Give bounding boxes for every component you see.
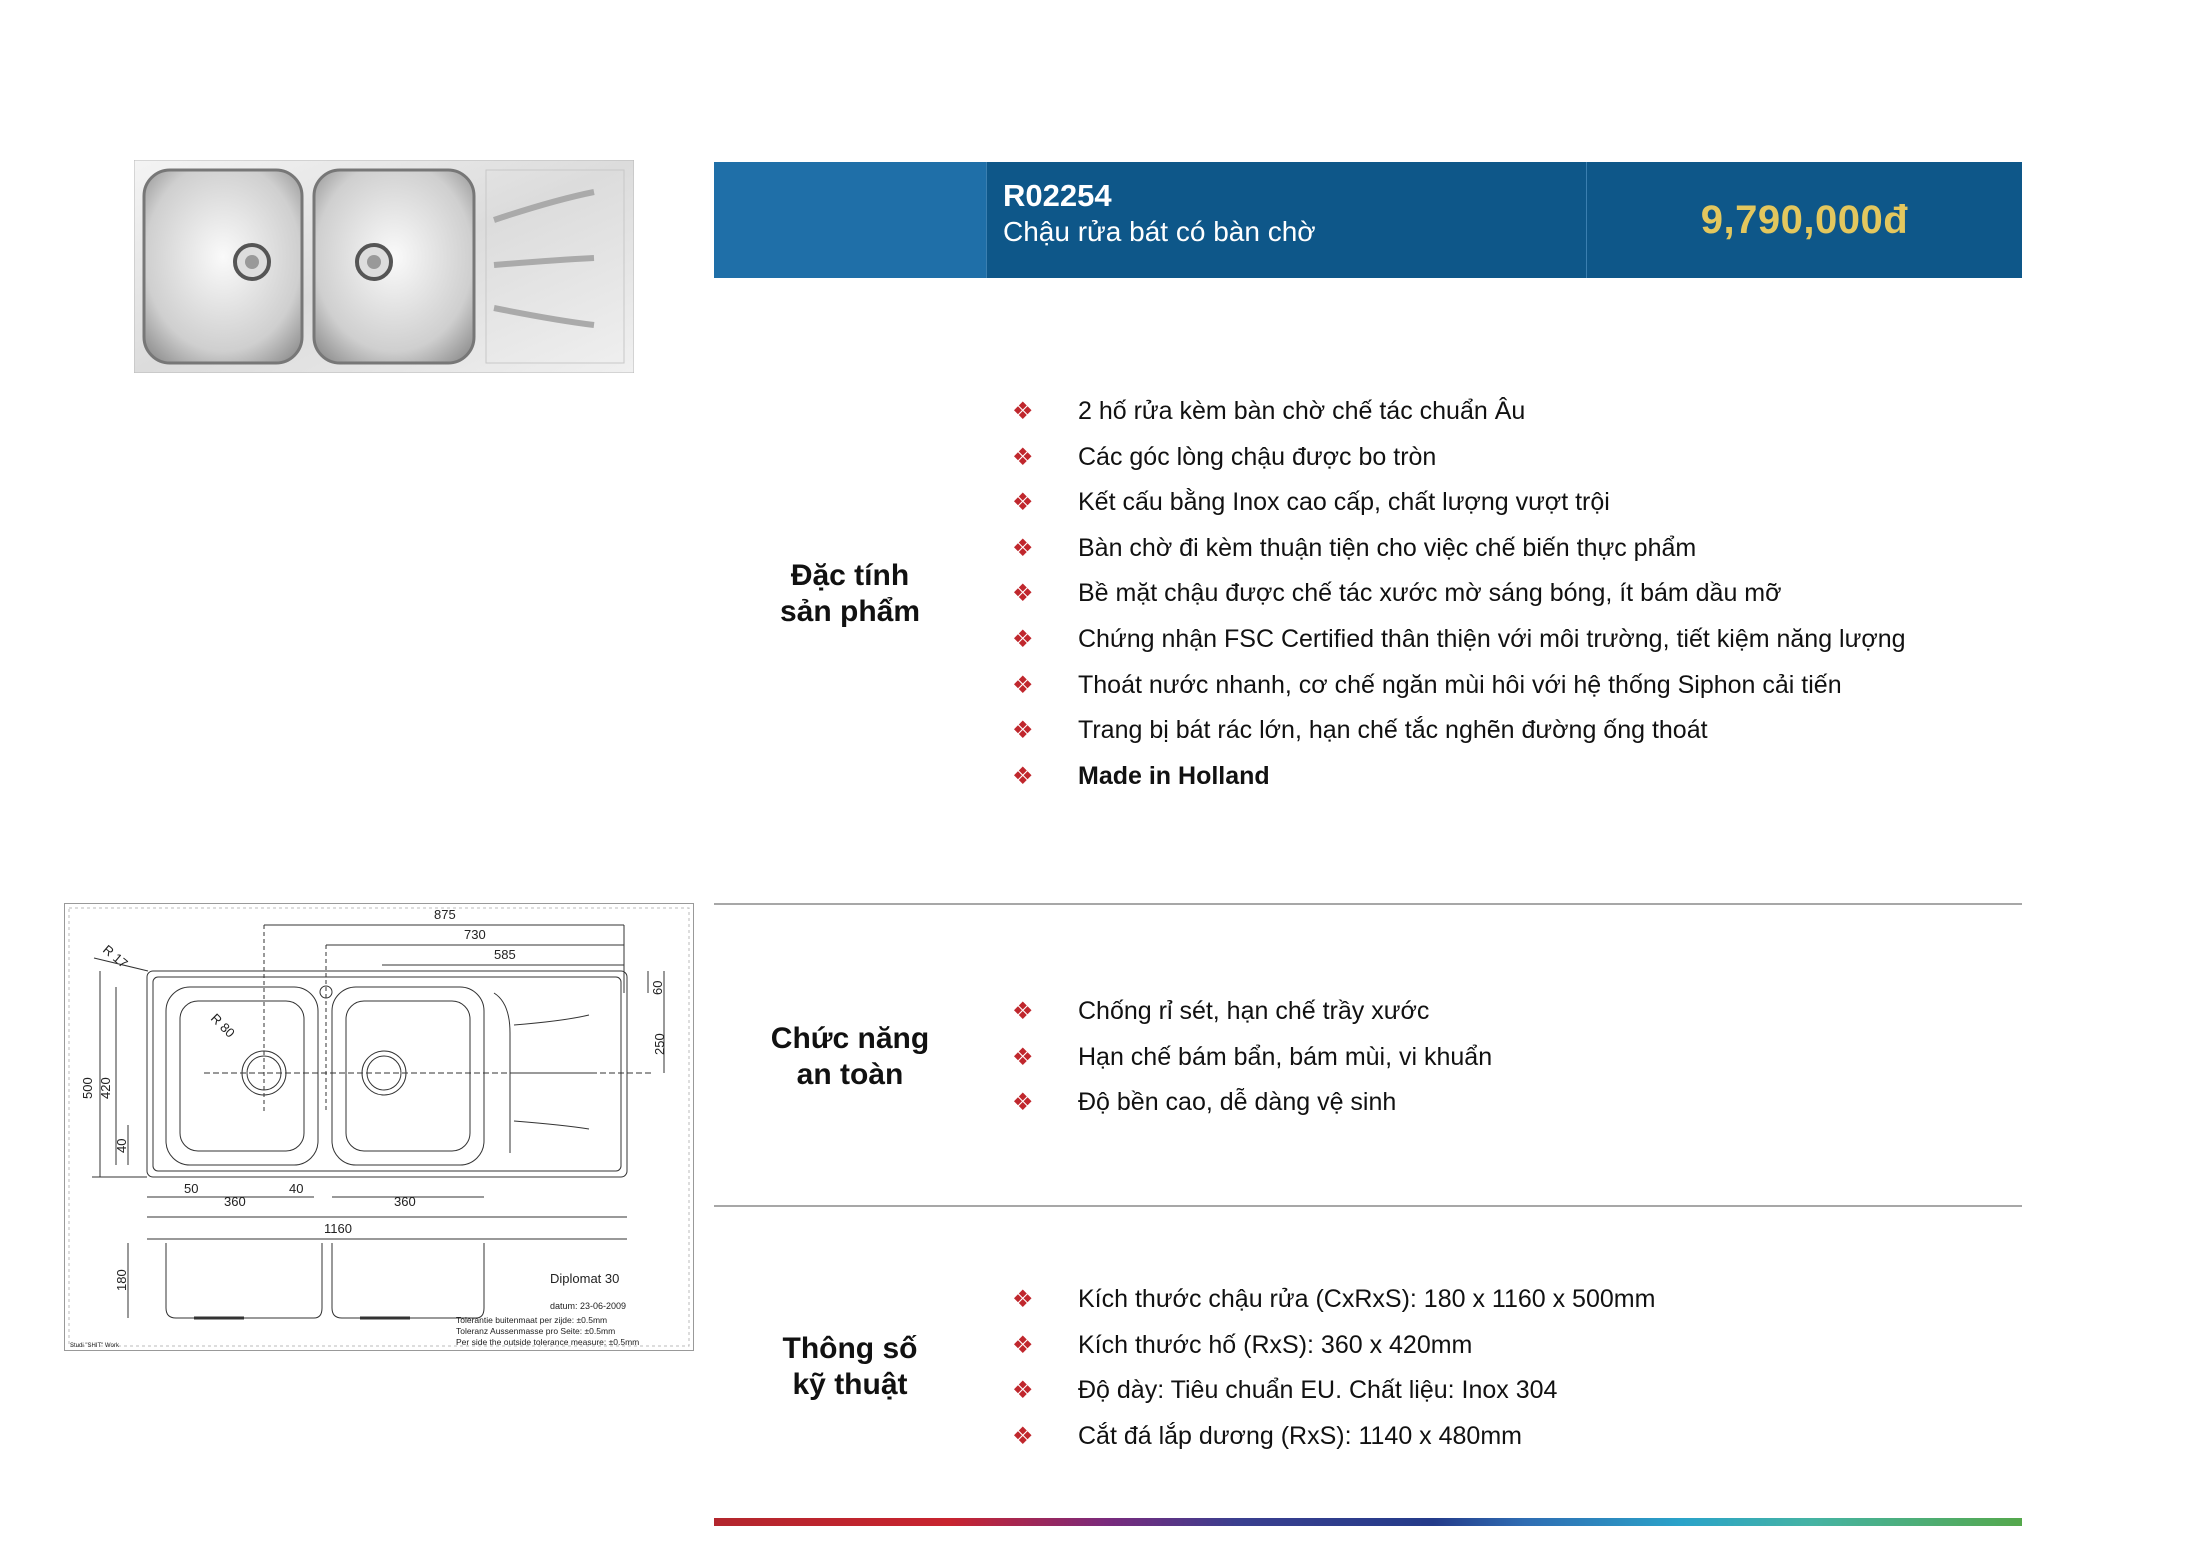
list-item: ❖ Bàn chờ đi kèm thuận tiện cho việc chế biến thực phẩm: [1012, 526, 1906, 572]
safety-list: [1012, 989, 1492, 1126]
diamond-cluster-icon: ❖: [1012, 625, 1034, 653]
diamond-cluster-icon: ❖: [1012, 443, 1034, 471]
list-item: ❖ Hạn chế bám bẩn, bám mùi, vi khuẩn: [1012, 1035, 1492, 1081]
list-item: ❖ Made in Holland: [1012, 754, 1906, 800]
list-item: ❖ Kết cấu bằng Inox cao cấp, chất lượng vượt trội: [1012, 480, 1906, 526]
dim-250: 250: [652, 1033, 667, 1055]
dim-420: 420: [98, 1077, 113, 1099]
dim-1160: 1160: [324, 1221, 352, 1236]
list-item: ❖ Cắt đá lắp dương (RxS): 1140 x 480mm: [1012, 1414, 1655, 1460]
dim-875: 875: [434, 907, 456, 922]
section-title-safety: Chức năng an toàn: [770, 1022, 930, 1091]
diamond-cluster-icon: ❖: [1012, 717, 1034, 745]
drawing-tolerance-en: Per side the outside tolerance measure: ±0.5mm: [456, 1337, 640, 1347]
header-price-cell: [1586, 162, 2022, 278]
list-item: ❖ Độ bền cao, dễ dàng vệ sinh: [1012, 1080, 1492, 1126]
drawing-date: datum: 23-06-2009: [550, 1301, 627, 1311]
product-price: 9,790,000đ: [1700, 197, 1909, 242]
product-name: Chậu rửa bát có bàn chờ: [1003, 216, 1316, 247]
header-product-info: [986, 162, 1586, 278]
footer-color-bar: [714, 1518, 2022, 1526]
diamond-cluster-icon: ❖: [1012, 998, 1034, 1025]
technical-drawing: [64, 903, 694, 1351]
dim-60: 60: [650, 980, 665, 995]
diamond-cluster-icon: ❖: [1012, 534, 1034, 562]
list-item: ❖ Trang bị bát rác lớn, hạn chế tắc nghẽn đường ống thoát: [1012, 708, 1906, 754]
dim-r17: R 17: [100, 941, 131, 971]
product-code: R02254: [1003, 178, 1112, 213]
list-item: ❖ Thoát nước nhanh, cơ chế ngăn mùi hôi với hệ thống Siphon cải tiến: [1012, 663, 1906, 709]
list-item: ❖ Kích thước chậu rửa (CxRxS): 180 x 1160 x 500mm: [1012, 1277, 1655, 1323]
section-divider: [714, 1205, 2022, 1207]
dim-730: 730: [464, 927, 486, 942]
specs-list: [1012, 1277, 1655, 1459]
list-item: ❖ Bề mặt chậu được chế tác xước mờ sáng bóng, ít bám dầu mỡ: [1012, 571, 1906, 617]
section-title-features: Đặc tính sản phẩm: [779, 559, 921, 628]
diamond-cluster-icon: ❖: [1012, 489, 1034, 517]
dim-40-vertical: 40: [114, 1138, 129, 1153]
dim-50: 50: [184, 1181, 199, 1196]
dim-40: 40: [289, 1181, 304, 1196]
section-title-specs: Thông số kỹ thuật: [782, 1332, 918, 1401]
dim-r80: R 80: [207, 1010, 238, 1041]
drawing-tolerance-de: Toleranz Aussenmasse pro Seite: ±0.5mm: [456, 1326, 616, 1336]
diamond-cluster-icon: ❖: [1012, 398, 1034, 425]
product-photo: [134, 160, 634, 373]
list-item: ❖ Chứng nhận FSC Certified thân thiện với môi trường, tiết kiệm năng lượng: [1012, 617, 1906, 663]
drawing-model-name: Diplomat 30: [550, 1271, 620, 1286]
dim-180: 180: [114, 1269, 129, 1291]
header-accent-block: [714, 162, 986, 278]
diamond-cluster-icon: ❖: [1012, 1377, 1034, 1405]
section-divider: [714, 903, 2022, 905]
diamond-cluster-icon: ❖: [1012, 580, 1034, 608]
diamond-cluster-icon: ❖: [1012, 1331, 1034, 1359]
diamond-cluster-icon: ❖: [1012, 762, 1034, 790]
diamond-cluster-icon: ❖: [1012, 1043, 1034, 1071]
product-header: [714, 162, 2022, 278]
diamond-cluster-icon: ❖: [1012, 1422, 1034, 1450]
drawing-stamp: Studi "SHIT" Work: [70, 1343, 119, 1349]
dim-360-left: 360: [224, 1194, 246, 1209]
diamond-cluster-icon: ❖: [1012, 1089, 1034, 1117]
dim-585: 585: [494, 947, 516, 962]
diamond-cluster-icon: ❖: [1012, 671, 1034, 699]
drawing-tolerance-nl: Tolerantie buitenmaat per zijde: ±0.5mm: [456, 1315, 608, 1325]
features-list: [1012, 389, 1906, 799]
list-item: ❖ Kích thước hố (RxS): 360 x 420mm: [1012, 1323, 1655, 1369]
list-item: ❖ Các góc lòng chậu được bo tròn: [1012, 435, 1906, 481]
list-item: ❖ Độ dày: Tiêu chuẩn EU. Chất liệu: Inox 304: [1012, 1368, 1655, 1414]
dim-500: 500: [80, 1077, 95, 1099]
diamond-cluster-icon: ❖: [1012, 1286, 1034, 1313]
list-item: ❖ 2 hố rửa kèm bàn chờ chế tác chuẩn Âu: [1012, 389, 1906, 435]
dim-360-right: 360: [394, 1194, 416, 1209]
list-item: ❖ Chống rỉ sét, hạn chế trầy xước: [1012, 989, 1492, 1035]
